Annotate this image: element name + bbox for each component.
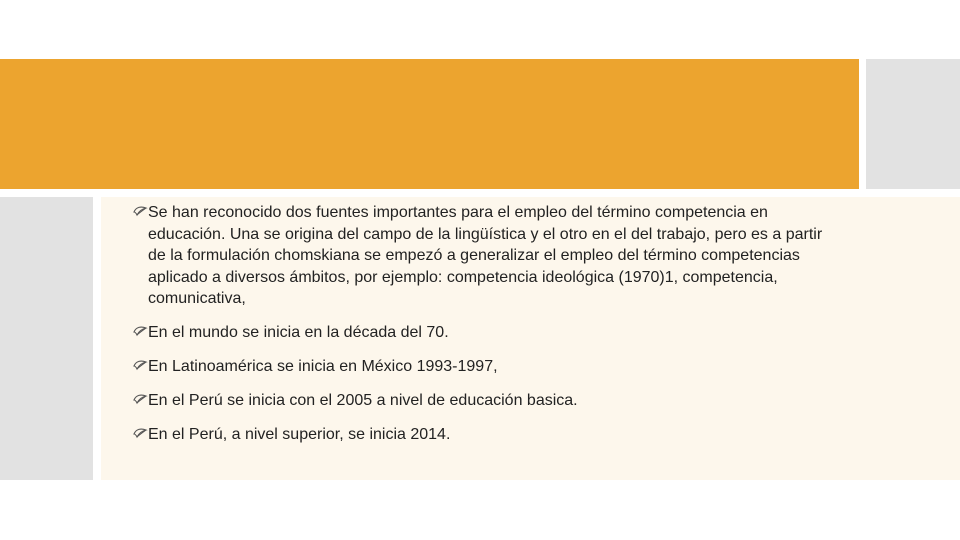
bullet-text: En el Perú se inicia con el 2005 a nivel de educación basica. <box>148 392 578 409</box>
ornate-bullet-icon <box>132 205 148 219</box>
bullet-text: En Latinoamérica se inicia en México 1993-1997, <box>148 358 498 375</box>
bullet-item <box>134 424 824 446</box>
ornate-bullet-icon <box>132 427 148 441</box>
bullet-item <box>134 356 824 378</box>
ornate-bullet-icon <box>132 393 148 407</box>
decorative-gray-block-left <box>0 197 93 480</box>
bullet-item <box>134 202 824 310</box>
ornate-bullet-icon <box>132 325 148 339</box>
bullet-item <box>134 322 824 344</box>
bullet-list <box>134 202 824 458</box>
bullet-text: Se han reconocido dos fuentes importantes para el empleo del término competencia en educación. Una se origina del campo de la lingüística y el otro en el del trabajo, pero es a partir de la formulación chomskiana se empezó a generalizar el empleo del término competencias aplicado a diversos ámbitos, por ejemplo: competencia ideológica (1970)1, competencia, comunicativa, <box>148 204 823 307</box>
bullet-text: En el mundo se inicia en la década del 70. <box>148 324 449 341</box>
bullet-text: En el Perú, a nivel superior, se inicia 2014. <box>148 426 451 443</box>
title-band <box>0 59 859 189</box>
bullet-item <box>134 390 824 412</box>
decorative-gray-block-top <box>866 59 960 189</box>
ornate-bullet-icon <box>132 359 148 373</box>
